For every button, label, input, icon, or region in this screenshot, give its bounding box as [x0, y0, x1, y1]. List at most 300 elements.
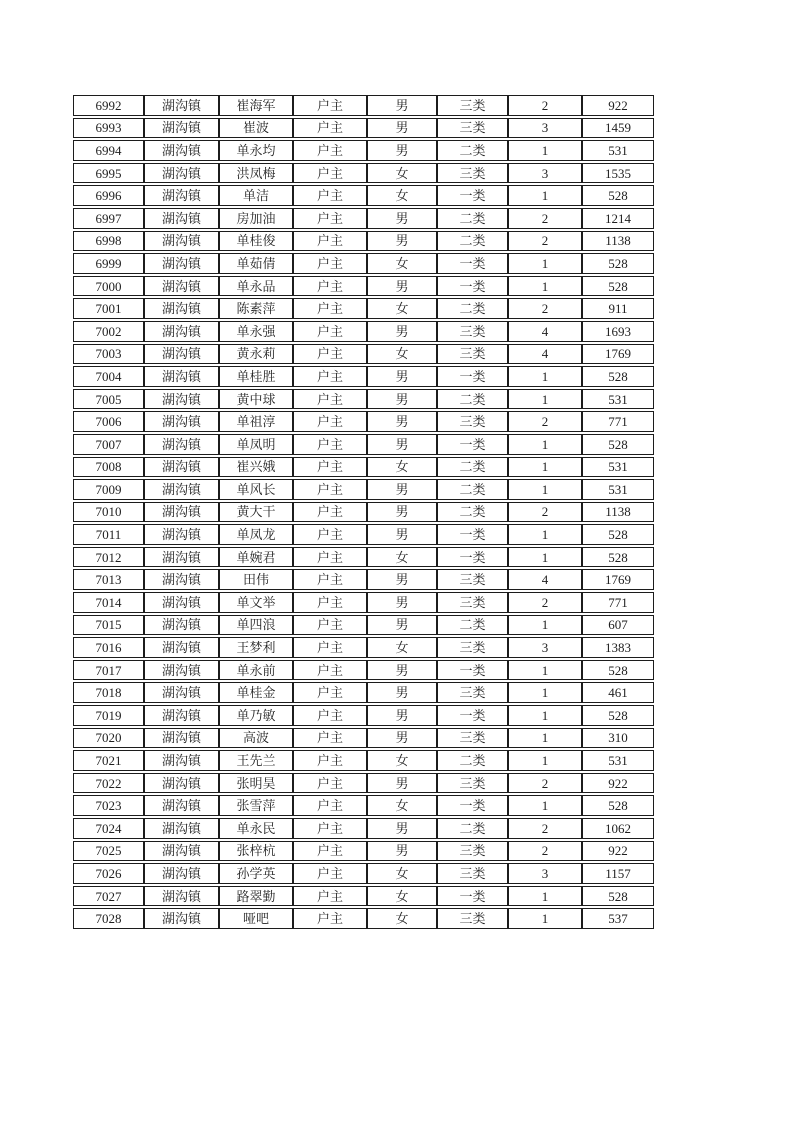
cell-name: 单永前 [219, 660, 293, 681]
cell-category: 三类 [437, 344, 508, 365]
cell-name: 单茹倩 [219, 253, 293, 274]
cell-relation: 户主 [293, 276, 367, 297]
cell-count: 2 [508, 592, 582, 613]
cell-count: 2 [508, 502, 582, 523]
cell-gender: 男 [367, 841, 437, 862]
cell-count: 4 [508, 569, 582, 590]
cell-town: 湖沟镇 [144, 434, 219, 455]
cell-category: 三类 [437, 118, 508, 139]
cell-amount: 607 [582, 615, 654, 636]
cell-relation: 户主 [293, 479, 367, 500]
cell-serial-number: 6995 [73, 163, 144, 184]
cell-relation: 户主 [293, 502, 367, 523]
table-row [73, 389, 654, 410]
cell-gender: 男 [367, 660, 437, 681]
cell-category: 一类 [437, 434, 508, 455]
cell-category: 三类 [437, 863, 508, 884]
cell-category: 三类 [437, 841, 508, 862]
cell-relation: 户主 [293, 728, 367, 749]
cell-relation: 户主 [293, 841, 367, 862]
cell-relation: 户主 [293, 886, 367, 907]
cell-relation: 户主 [293, 615, 367, 636]
table-row [73, 502, 654, 523]
cell-amount: 531 [582, 479, 654, 500]
cell-amount: 528 [582, 276, 654, 297]
cell-amount: 531 [582, 457, 654, 478]
cell-count: 1 [508, 547, 582, 568]
cell-name: 单洁 [219, 185, 293, 206]
cell-town: 湖沟镇 [144, 524, 219, 545]
cell-amount: 528 [582, 524, 654, 545]
table-row [73, 682, 654, 703]
cell-town: 湖沟镇 [144, 818, 219, 839]
cell-relation: 户主 [293, 366, 367, 387]
cell-count: 2 [508, 818, 582, 839]
cell-name: 单永品 [219, 276, 293, 297]
cell-gender: 男 [367, 569, 437, 590]
cell-relation: 户主 [293, 208, 367, 229]
cell-serial-number: 7009 [73, 479, 144, 500]
cell-serial-number: 6992 [73, 95, 144, 116]
cell-relation: 户主 [293, 637, 367, 658]
cell-name: 单桂胜 [219, 366, 293, 387]
cell-category: 一类 [437, 660, 508, 681]
cell-category: 三类 [437, 411, 508, 432]
cell-count: 1 [508, 524, 582, 545]
table-row [73, 344, 654, 365]
cell-amount: 1535 [582, 163, 654, 184]
cell-amount: 1459 [582, 118, 654, 139]
cell-town: 湖沟镇 [144, 276, 219, 297]
cell-gender: 男 [367, 389, 437, 410]
cell-amount: 528 [582, 253, 654, 274]
cell-count: 3 [508, 163, 582, 184]
cell-relation: 户主 [293, 863, 367, 884]
cell-category: 三类 [437, 569, 508, 590]
cell-serial-number: 7007 [73, 434, 144, 455]
cell-serial-number: 7006 [73, 411, 144, 432]
cell-town: 湖沟镇 [144, 773, 219, 794]
cell-town: 湖沟镇 [144, 163, 219, 184]
table-row [73, 208, 654, 229]
cell-town: 湖沟镇 [144, 95, 219, 116]
table-row [73, 841, 654, 862]
table-row [73, 253, 654, 274]
cell-name: 张明昊 [219, 773, 293, 794]
cell-category: 三类 [437, 682, 508, 703]
cell-name: 单永民 [219, 818, 293, 839]
cell-town: 湖沟镇 [144, 750, 219, 771]
cell-name: 王先兰 [219, 750, 293, 771]
cell-relation: 户主 [293, 773, 367, 794]
cell-town: 湖沟镇 [144, 411, 219, 432]
cell-count: 3 [508, 637, 582, 658]
table-row [73, 479, 654, 500]
cell-serial-number: 7002 [73, 321, 144, 342]
table-row [73, 185, 654, 206]
cell-category: 三类 [437, 728, 508, 749]
table-row [73, 140, 654, 161]
table-row [73, 795, 654, 816]
cell-name: 单凤明 [219, 434, 293, 455]
cell-category: 三类 [437, 163, 508, 184]
cell-relation: 户主 [293, 163, 367, 184]
table-row [73, 276, 654, 297]
cell-serial-number: 6996 [73, 185, 144, 206]
cell-serial-number: 7025 [73, 841, 144, 862]
table-row [73, 773, 654, 794]
cell-relation: 户主 [293, 524, 367, 545]
cell-amount: 771 [582, 592, 654, 613]
cell-name: 单祖淳 [219, 411, 293, 432]
cell-amount: 528 [582, 705, 654, 726]
cell-category: 二类 [437, 208, 508, 229]
cell-gender: 女 [367, 163, 437, 184]
cell-relation: 户主 [293, 411, 367, 432]
cell-gender: 女 [367, 344, 437, 365]
cell-town: 湖沟镇 [144, 185, 219, 206]
cell-serial-number: 7017 [73, 660, 144, 681]
cell-name: 张雪萍 [219, 795, 293, 816]
cell-gender: 女 [367, 457, 437, 478]
cell-category: 一类 [437, 253, 508, 274]
table-row [73, 592, 654, 613]
cell-category: 一类 [437, 185, 508, 206]
cell-gender: 女 [367, 185, 437, 206]
cell-amount: 1138 [582, 231, 654, 252]
cell-amount: 461 [582, 682, 654, 703]
cell-relation: 户主 [293, 344, 367, 365]
table-row [73, 750, 654, 771]
cell-gender: 女 [367, 863, 437, 884]
cell-category: 一类 [437, 276, 508, 297]
cell-town: 湖沟镇 [144, 863, 219, 884]
cell-relation: 户主 [293, 434, 367, 455]
table-row [73, 863, 654, 884]
cell-serial-number: 7015 [73, 615, 144, 636]
cell-count: 3 [508, 118, 582, 139]
cell-category: 二类 [437, 457, 508, 478]
cell-count: 2 [508, 231, 582, 252]
cell-town: 湖沟镇 [144, 231, 219, 252]
cell-amount: 531 [582, 389, 654, 410]
cell-serial-number: 6993 [73, 118, 144, 139]
cell-name: 哑吧 [219, 908, 293, 929]
cell-relation: 户主 [293, 908, 367, 929]
cell-town: 湖沟镇 [144, 908, 219, 929]
cell-gender: 男 [367, 728, 437, 749]
cell-amount: 1769 [582, 344, 654, 365]
cell-gender: 男 [367, 479, 437, 500]
table-row [73, 886, 654, 907]
cell-count: 2 [508, 208, 582, 229]
household-register-table [73, 93, 654, 931]
cell-amount: 528 [582, 660, 654, 681]
table-row [73, 231, 654, 252]
cell-category: 三类 [437, 95, 508, 116]
cell-category: 三类 [437, 592, 508, 613]
cell-relation: 户主 [293, 118, 367, 139]
cell-amount: 771 [582, 411, 654, 432]
cell-serial-number: 6994 [73, 140, 144, 161]
cell-category: 三类 [437, 321, 508, 342]
cell-name: 黄大干 [219, 502, 293, 523]
cell-count: 1 [508, 682, 582, 703]
cell-relation: 户主 [293, 321, 367, 342]
cell-count: 1 [508, 366, 582, 387]
cell-amount: 528 [582, 795, 654, 816]
table-row [73, 163, 654, 184]
cell-name: 单桂金 [219, 682, 293, 703]
cell-amount: 310 [582, 728, 654, 749]
cell-relation: 户主 [293, 231, 367, 252]
cell-town: 湖沟镇 [144, 637, 219, 658]
cell-category: 二类 [437, 298, 508, 319]
cell-relation: 户主 [293, 705, 367, 726]
cell-gender: 女 [367, 795, 437, 816]
cell-name: 单风长 [219, 479, 293, 500]
cell-relation: 户主 [293, 818, 367, 839]
cell-serial-number: 7011 [73, 524, 144, 545]
cell-town: 湖沟镇 [144, 682, 219, 703]
cell-gender: 男 [367, 524, 437, 545]
cell-name: 单永强 [219, 321, 293, 342]
cell-category: 一类 [437, 524, 508, 545]
cell-town: 湖沟镇 [144, 298, 219, 319]
cell-serial-number: 7013 [73, 569, 144, 590]
cell-amount: 531 [582, 750, 654, 771]
cell-amount: 1062 [582, 818, 654, 839]
cell-serial-number: 7003 [73, 344, 144, 365]
cell-gender: 男 [367, 773, 437, 794]
cell-serial-number: 6997 [73, 208, 144, 229]
cell-relation: 户主 [293, 253, 367, 274]
cell-serial-number: 7018 [73, 682, 144, 703]
cell-gender: 女 [367, 253, 437, 274]
cell-gender: 男 [367, 705, 437, 726]
table-body [73, 95, 654, 929]
table-row [73, 660, 654, 681]
cell-category: 一类 [437, 366, 508, 387]
table-row [73, 615, 654, 636]
cell-serial-number: 7022 [73, 773, 144, 794]
cell-town: 湖沟镇 [144, 795, 219, 816]
cell-count: 1 [508, 728, 582, 749]
cell-gender: 男 [367, 682, 437, 703]
table-row [73, 457, 654, 478]
table-row [73, 818, 654, 839]
cell-town: 湖沟镇 [144, 208, 219, 229]
table-row [73, 728, 654, 749]
cell-count: 1 [508, 253, 582, 274]
cell-gender: 男 [367, 140, 437, 161]
table-row [73, 366, 654, 387]
cell-town: 湖沟镇 [144, 728, 219, 749]
cell-town: 湖沟镇 [144, 118, 219, 139]
cell-category: 二类 [437, 140, 508, 161]
cell-serial-number: 7004 [73, 366, 144, 387]
table-row [73, 411, 654, 432]
cell-count: 1 [508, 479, 582, 500]
cell-serial-number: 7016 [73, 637, 144, 658]
cell-relation: 户主 [293, 682, 367, 703]
cell-relation: 户主 [293, 569, 367, 590]
cell-name: 张梓杭 [219, 841, 293, 862]
cell-serial-number: 7012 [73, 547, 144, 568]
cell-amount: 922 [582, 95, 654, 116]
cell-gender: 男 [367, 411, 437, 432]
cell-count: 3 [508, 863, 582, 884]
cell-count: 1 [508, 660, 582, 681]
cell-serial-number: 7014 [73, 592, 144, 613]
cell-amount: 1214 [582, 208, 654, 229]
cell-gender: 男 [367, 321, 437, 342]
cell-town: 湖沟镇 [144, 547, 219, 568]
table-row [73, 298, 654, 319]
cell-name: 王梦利 [219, 637, 293, 658]
cell-serial-number: 7010 [73, 502, 144, 523]
cell-count: 1 [508, 434, 582, 455]
cell-town: 湖沟镇 [144, 615, 219, 636]
cell-category: 一类 [437, 795, 508, 816]
cell-serial-number: 7028 [73, 908, 144, 929]
table-row [73, 569, 654, 590]
cell-name: 黄永莉 [219, 344, 293, 365]
table-row [73, 705, 654, 726]
cell-gender: 男 [367, 818, 437, 839]
cell-name: 崔海军 [219, 95, 293, 116]
cell-town: 湖沟镇 [144, 479, 219, 500]
cell-count: 2 [508, 841, 582, 862]
cell-count: 1 [508, 886, 582, 907]
cell-count: 1 [508, 457, 582, 478]
cell-category: 二类 [437, 389, 508, 410]
table-row [73, 524, 654, 545]
cell-serial-number: 7001 [73, 298, 144, 319]
cell-serial-number: 6999 [73, 253, 144, 274]
table-row [73, 434, 654, 455]
cell-name: 单凤龙 [219, 524, 293, 545]
cell-name: 单乃敏 [219, 705, 293, 726]
cell-category: 一类 [437, 886, 508, 907]
cell-amount: 922 [582, 841, 654, 862]
cell-serial-number: 7021 [73, 750, 144, 771]
cell-town: 湖沟镇 [144, 502, 219, 523]
cell-serial-number: 7023 [73, 795, 144, 816]
cell-name: 路翠勤 [219, 886, 293, 907]
cell-count: 1 [508, 615, 582, 636]
table-row [73, 118, 654, 139]
cell-gender: 男 [367, 231, 437, 252]
cell-amount: 528 [582, 366, 654, 387]
cell-count: 1 [508, 276, 582, 297]
cell-relation: 户主 [293, 592, 367, 613]
table-row [73, 908, 654, 929]
cell-town: 湖沟镇 [144, 389, 219, 410]
cell-gender: 女 [367, 547, 437, 568]
cell-gender: 男 [367, 95, 437, 116]
cell-count: 1 [508, 705, 582, 726]
cell-name: 房加油 [219, 208, 293, 229]
cell-amount: 1138 [582, 502, 654, 523]
cell-relation: 户主 [293, 389, 367, 410]
cell-town: 湖沟镇 [144, 660, 219, 681]
cell-serial-number: 7019 [73, 705, 144, 726]
cell-relation: 户主 [293, 185, 367, 206]
table-row [73, 321, 654, 342]
cell-count: 1 [508, 185, 582, 206]
cell-category: 三类 [437, 637, 508, 658]
cell-category: 一类 [437, 705, 508, 726]
cell-amount: 528 [582, 886, 654, 907]
cell-name: 田伟 [219, 569, 293, 590]
table-row [73, 95, 654, 116]
cell-amount: 1383 [582, 637, 654, 658]
cell-category: 二类 [437, 231, 508, 252]
cell-amount: 531 [582, 140, 654, 161]
cell-town: 湖沟镇 [144, 705, 219, 726]
cell-count: 2 [508, 298, 582, 319]
cell-category: 三类 [437, 773, 508, 794]
cell-amount: 1693 [582, 321, 654, 342]
cell-category: 一类 [437, 547, 508, 568]
cell-town: 湖沟镇 [144, 569, 219, 590]
cell-amount: 528 [582, 185, 654, 206]
cell-category: 二类 [437, 750, 508, 771]
cell-count: 1 [508, 140, 582, 161]
cell-gender: 男 [367, 118, 437, 139]
cell-count: 2 [508, 411, 582, 432]
cell-relation: 户主 [293, 140, 367, 161]
cell-relation: 户主 [293, 795, 367, 816]
cell-amount: 528 [582, 434, 654, 455]
cell-name: 单永均 [219, 140, 293, 161]
table-row [73, 637, 654, 658]
cell-relation: 户主 [293, 750, 367, 771]
cell-town: 湖沟镇 [144, 366, 219, 387]
cell-relation: 户主 [293, 95, 367, 116]
cell-category: 二类 [437, 502, 508, 523]
cell-name: 单文举 [219, 592, 293, 613]
cell-gender: 男 [367, 592, 437, 613]
cell-name: 高波 [219, 728, 293, 749]
cell-gender: 男 [367, 502, 437, 523]
cell-town: 湖沟镇 [144, 321, 219, 342]
cell-relation: 户主 [293, 547, 367, 568]
cell-town: 湖沟镇 [144, 841, 219, 862]
cell-name: 单桂俊 [219, 231, 293, 252]
cell-count: 1 [508, 750, 582, 771]
cell-category: 二类 [437, 479, 508, 500]
cell-town: 湖沟镇 [144, 592, 219, 613]
cell-gender: 女 [367, 298, 437, 319]
cell-count: 1 [508, 908, 582, 929]
cell-count: 2 [508, 95, 582, 116]
cell-name: 陈素萍 [219, 298, 293, 319]
cell-serial-number: 7024 [73, 818, 144, 839]
cell-serial-number: 6998 [73, 231, 144, 252]
cell-name: 崔波 [219, 118, 293, 139]
cell-gender: 女 [367, 886, 437, 907]
cell-amount: 537 [582, 908, 654, 929]
cell-category: 二类 [437, 818, 508, 839]
cell-relation: 户主 [293, 457, 367, 478]
cell-name: 单婉君 [219, 547, 293, 568]
cell-count: 4 [508, 321, 582, 342]
cell-serial-number: 7000 [73, 276, 144, 297]
cell-name: 孙学英 [219, 863, 293, 884]
cell-town: 湖沟镇 [144, 253, 219, 274]
